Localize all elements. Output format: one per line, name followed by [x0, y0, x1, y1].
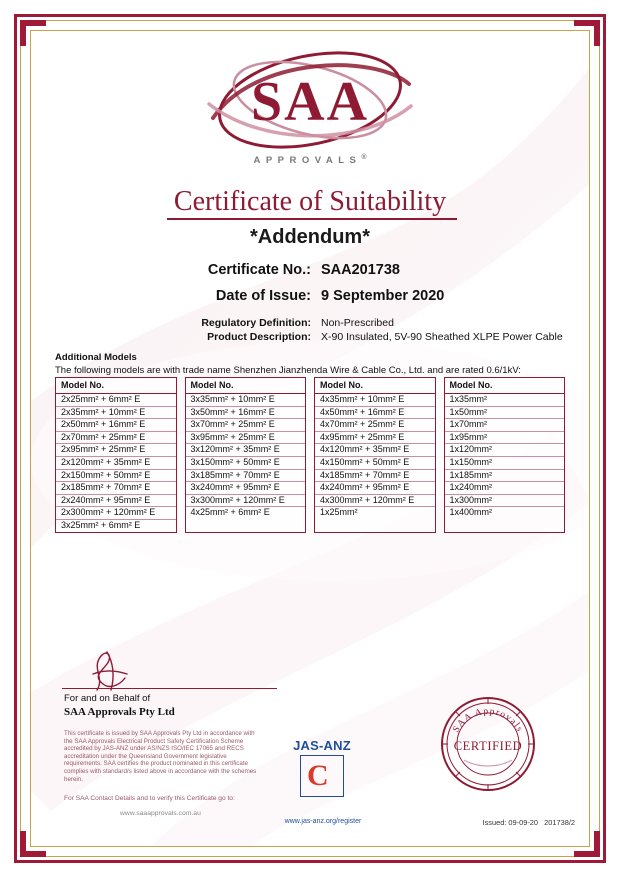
model-item: 2x50mm² + 16mm² E — [56, 419, 176, 432]
model-item: 4x95mm² + 25mm² E — [315, 432, 435, 445]
jas-anz-mark-box — [300, 755, 344, 797]
model-item: 1x400mm² — [449, 507, 493, 518]
model-item: 4x300mm² + 120mm² E — [315, 495, 435, 508]
model-item: 1x70mm² — [445, 419, 565, 432]
logo-approvals-label: APPROVALS — [253, 155, 362, 167]
model-item: 2x25mm² + 6mm² E — [56, 394, 176, 407]
registered-mark: ® — [361, 154, 367, 161]
model-item: 2x35mm² + 10mm² E — [56, 407, 176, 420]
jas-anz-wordmark: JAS-ANZ — [293, 738, 351, 753]
model-item: 3x300mm² + 120mm² E — [186, 495, 306, 508]
jas-anz-letter: C — [307, 759, 329, 792]
model-item: 1x150mm² — [445, 457, 565, 470]
models-list-4 — [445, 394, 565, 519]
regulatory-definition-value: Non-Prescribed — [321, 317, 394, 329]
model-item: 3x35mm² + 10mm² E — [186, 394, 306, 407]
model-item: 1x300mm² — [445, 495, 565, 508]
date-of-issue-label: Date of Issue: — [215, 288, 311, 304]
jas-anz-register-link[interactable]: www.jas-anz.org/register — [284, 818, 362, 825]
certificate-number-label: Certificate No.: — [207, 262, 311, 278]
model-item: 4x150mm² + 50mm² E — [315, 457, 435, 470]
saa-logo-svg — [195, 48, 425, 152]
regulatory-definition-row — [95, 317, 565, 329]
svg-text:SAA Approvals — [451, 707, 524, 735]
model-item: 1x120mm² — [445, 444, 565, 457]
contact-note: For SAA Contact Details and to verify this Certificate go to: — [64, 795, 235, 802]
model-item: 1x185mm² — [445, 470, 565, 483]
models-column-2 — [185, 377, 307, 533]
seal-ring-text: SAA Approvals — [451, 706, 525, 735]
additional-models-heading: Additional Models — [55, 352, 137, 363]
certificate-number-value: SAA201738 — [321, 262, 400, 278]
models-column-4 — [444, 377, 566, 533]
model-item: 2x120mm² + 35mm² E — [56, 457, 176, 470]
date-of-issue-row — [95, 288, 525, 304]
model-item: 3x150mm² + 50mm² E — [186, 457, 306, 470]
svg-text:SAA: SAA — [250, 71, 370, 133]
date-of-issue-value: 9 September 2020 — [321, 288, 445, 304]
signature-line — [62, 688, 277, 689]
certified-seal — [438, 694, 538, 794]
models-list-1 — [56, 394, 176, 532]
footer-issued-date: Issued: 09-09-20 — [482, 818, 538, 827]
saa-website-link[interactable]: www.saaapprovals.com.au — [120, 810, 201, 817]
model-item: 1x35mm² — [445, 394, 565, 407]
models-column-header: Model No. — [315, 378, 435, 394]
jas-anz-logo — [277, 738, 367, 797]
models-column-header: Model No. — [56, 378, 176, 394]
model-item: 3x95mm² + 25mm² E — [186, 432, 306, 445]
model-item: 2x95mm² + 25mm² E — [56, 444, 176, 457]
legal-fineprint: This certificate is issued by SAA Approvals Pty Ltd in accordance with the SAA Approvals Electrical Product Safety Certification Scheme accredited by JAS-ANZ under AS/NZS ISO/IEC 17065 and RECS accreditation under the Queensland Government legislative requirements. SAA certifies the product nominated in this certificate complies with standard/s listed above in accordance with the schemes herein. — [64, 730, 257, 783]
model-item: 2x150mm² + 50mm² E — [56, 470, 176, 483]
model-item: 3x50mm² + 16mm² E — [186, 407, 306, 420]
model-item: 1x240mm² — [445, 482, 565, 495]
models-column-header: Model No. — [445, 378, 565, 394]
models-list-3 — [315, 394, 435, 519]
models-table — [55, 377, 565, 533]
corner-ornament-bottom-right — [574, 831, 600, 857]
model-item: 3x185mm² + 70mm² E — [186, 470, 306, 483]
model-item: 3x25mm² + 6mm² E — [61, 519, 141, 530]
model-item: 2x300mm² + 120mm² E — [56, 507, 176, 520]
model-item: 3x70mm² + 25mm² E — [186, 419, 306, 432]
footer-issued-info — [483, 818, 575, 827]
model-item: 4x240mm² + 95mm² E — [315, 482, 435, 495]
model-item: 3x120mm² + 35mm² E — [186, 444, 306, 457]
title-divider — [167, 218, 457, 220]
product-description-row — [95, 331, 565, 343]
addendum-subtitle: *Addendum* — [250, 226, 370, 248]
certified-seal-svg — [438, 694, 538, 794]
corner-ornament-top-left — [20, 20, 46, 46]
models-column-1 — [55, 377, 177, 533]
models-list-2 — [186, 394, 306, 519]
corner-ornament-top-right — [574, 20, 600, 46]
model-item: 4x35mm² + 10mm² E — [315, 394, 435, 407]
model-item: 1x25mm² — [320, 507, 358, 518]
model-item: 1x95mm² — [445, 432, 565, 445]
additional-models-subheading: The following models are with trade name Shenzhen Jianzhenda Wire & Cable Co., Ltd. and are rated 0.6/1kV: — [55, 365, 521, 376]
models-column-header: Model No. — [186, 378, 306, 394]
signature-for-behalf-label: For and on Behalf of — [64, 693, 151, 704]
logo-approvals-text — [0, 154, 620, 166]
models-column-3 — [314, 377, 436, 533]
corner-ornament-bottom-left — [20, 831, 46, 857]
certificate-number-row — [95, 262, 525, 278]
model-item: 2x185mm² + 70mm² E — [56, 482, 176, 495]
model-item: 1x50mm² — [445, 407, 565, 420]
model-item: 2x240mm² + 95mm² E — [56, 495, 176, 508]
model-item: 3x240mm² + 95mm² E — [186, 482, 306, 495]
seal-center-text: CERTIFIED — [453, 739, 523, 753]
product-description-label: Product Description: — [207, 331, 311, 343]
product-description-value: X-90 Insulated, 5V-90 Sheathed XLPE Power Cable — [321, 331, 563, 343]
model-item: 4x70mm² + 25mm² E — [315, 419, 435, 432]
regulatory-definition-label: Regulatory Definition: — [201, 317, 311, 329]
model-item: 4x50mm² + 16mm² E — [315, 407, 435, 420]
model-item: 4x185mm² + 70mm² E — [315, 470, 435, 483]
page-title: Certificate of Suitability — [173, 186, 447, 217]
footer-doc-ref: 201738/2 — [544, 818, 575, 827]
model-item: 2x70mm² + 25mm² E — [56, 432, 176, 445]
signature-company-name: SAA Approvals Pty Ltd — [64, 706, 175, 718]
model-item: 4x120mm² + 35mm² E — [315, 444, 435, 457]
saa-logo — [0, 48, 620, 166]
model-item: 4x25mm² + 6mm² E — [190, 507, 270, 518]
